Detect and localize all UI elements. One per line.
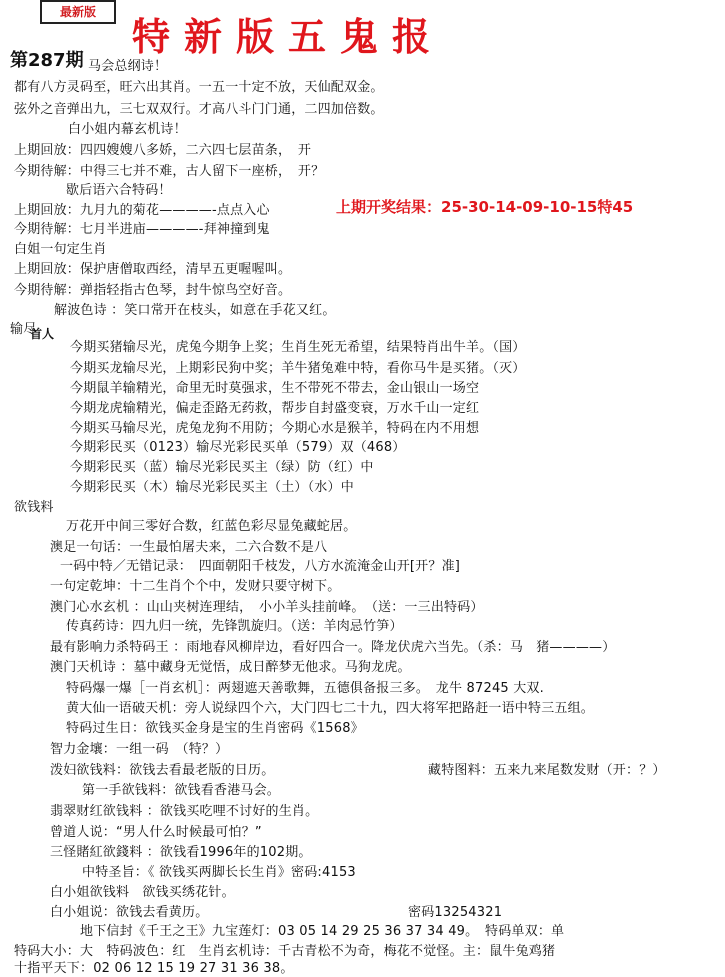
text-line: 十指平天下：02 06 12 15 19 27 31 36 38。 [14,961,294,976]
text-line: 今期待解：中得三七并不难，古人留下一座桥， 开？ [14,164,325,179]
text-line: 白小姐欲钱料 欲钱买绣花针。 [50,885,235,900]
text-line: 万花开中间三零好合数，红蓝色彩尽显兔藏蛇居。 [66,519,357,534]
text-line: 一句定乾坤：十二生肖个个中，发财只要守树下。 [50,579,341,594]
last-draw-result: 上期开奖结果：25-30-14-09-10-15特45 [336,198,634,216]
text-line: 地下信封《千王之王》九宝莲灯：03 05 14 29 25 36 37 34 49。 特码单双：单 [80,924,565,939]
text-line: 上期回放：九月九的菊花————-点点入心 [14,203,270,218]
latest-edition-badge: 最新版 [40,0,116,24]
section-heading: 歇后语六合特码！ [66,183,172,198]
text-line: 翡翠财红欲钱料 ：欲钱买吃哩不讨好的生肖。 [50,804,319,819]
text-line: 都有八方灵码至，旺六出其肖。一五一十定不放，天仙配双金。 [14,80,384,95]
text-line: 今期彩民买（木）输尽光彩民买主（土）（水）中 [70,480,354,495]
text-line: 今期买龙输尽光，上期彩民狗中奖；羊牛猪兔难中特，看你马牛是买猪。（灭） [70,361,526,376]
text-line: 上期回放：四四嫂嫂八多娇，二六四七层苗条， 开 [14,143,312,158]
text-line: 今期彩民买（蓝）输尽光彩民买主（绿）防（红）中 [70,460,374,475]
section-heading: 欲钱料 [14,500,54,515]
text-line: 上期回放：保护唐僧取西经，清早五更喔喔叫。 [14,262,292,277]
text-line: 今期彩民买（0123）输尽光彩民买单（579）双（468） [70,440,406,455]
text-line: 澳门天机诗 ：墓中藏身无觉悟，成日醉梦无他求。马狗龙虎。 [50,660,411,675]
text-line: 藏特图料：五来九来尾数发财（开：？） [428,763,666,778]
text-line: 智力金壤：一组一码 （特？） [50,742,229,757]
text-line: 解波色诗 ：笑口常开在枝头，如意在手花又红。 [54,303,336,318]
page-title: 特新版五鬼报 [132,14,445,59]
text-line: 今期待解：弹指轻指古色琴，封牛惊鸟空好音。 [14,283,292,298]
text-line: 三怪賭紅欲錢料 ：欲钱看1996年的102期。 [50,845,312,860]
text-line: 今期买猪输尽光，虎兔今期争上奖；生肖生死无希望，结果特肖出牛羊。（国） [70,340,526,355]
text-line: 马会总纲诗！ [88,59,168,74]
text-line: 密码13254321 [408,905,503,920]
text-line: 今期待解：七月半进庙————-拜神撞到鬼 [14,222,270,237]
issue-number: 第287期 [10,50,84,71]
text-line: 白小姐说：欲钱去看黄历。 [50,905,209,920]
text-line: 澳门心水玄机 ：山山夹树连理结， 小小羊头挂前峰。 （送：一三出特码） [50,600,484,615]
text-line: 曾道人说：“男人什么时候最可怕？” [50,825,262,840]
text-line: 今期买马输尽光，虎兔龙狗不用防；今期心水是猴羊，特码在内不用想 [70,421,480,436]
text-line: 今期龙虎输精光，偏走歪路无药救，帮步自封盛变衰，万水千山一定红 [70,401,480,416]
text-line: 弦外之音弹出九，三七双双行。才高八斗门门通，二四加倍数。 [14,102,384,117]
text-line: 泼妇欲钱料：欲钱去看最老版的日历。 [50,763,275,778]
text-line: 今期鼠羊输精光，命里无时莫强求，生不带死不带去，金山银山一场空 [70,381,480,396]
section-heading: 白小姐内幕玄机诗！ [68,122,187,137]
text-line: 第一手欲钱料：欲钱看香港马会。 [82,783,281,798]
text-line: 中特圣旨：《 欲钱买两脚长长生肖》密码:4153 [82,865,356,880]
text-line: 特码过生日：欲钱买金身是宝的生肖密码《1568》 [66,721,364,736]
text-line: 传真药诗：四九归一统，先锋凯旋归。（送：羊肉忌竹笋） [66,619,403,634]
text-line: 特码大小：大 特码波色：红 生肖玄机诗：千古青松不为奇，梅花不觉怪。主：鼠牛兔鸡猪 [14,944,556,959]
section-heading: 白姐一句定生肖 [14,242,107,257]
text-line: 一码中特／无错记录： 四面朝阳千枝发，八方水流淹金山开[开？准] [60,559,461,574]
text-line: 最有影响力杀特码王 ：雨地春风柳岸边，看好四合一。降龙伏虎六当先。（杀：马 猪————） [50,640,616,655]
text-line: 黄大仙一语破天机：旁人说绿四个六，大门四七二十九，四大将军把路赶一语中特三五组。 [66,701,595,716]
text-line: 特码爆一爆［一肖玄机］：两翅遮天善歌舞，五德俱备报三多。 龙牛 87245 大双. [66,681,544,696]
text-line: 澳足一句话：一生最怕屠夫来，二六合数不是八 [50,540,328,555]
overlay-label: 首人 [30,327,55,341]
section-heading: 输尽 [10,322,37,337]
